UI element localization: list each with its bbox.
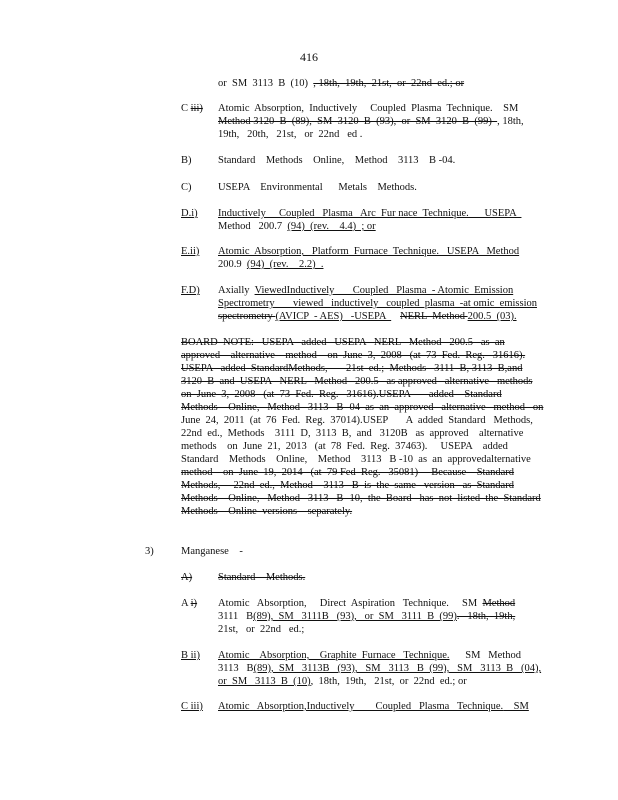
text-segment: A) bbox=[181, 572, 193, 583]
text-segment: NERL Method bbox=[400, 311, 468, 322]
text-line-b11 bbox=[181, 467, 514, 480]
text-segment: Methods Online, Method 3113 B -10, the Board has not listed the Standard bbox=[181, 493, 541, 504]
text-line-b12 bbox=[181, 480, 514, 493]
text-segment: Standard Methods Online, Method 3113 B -10 as an approvedalternative bbox=[181, 454, 531, 465]
text-line-m05 bbox=[218, 650, 521, 663]
text-segment: (89), SM 3111B (93), or SM 3111 B (99) bbox=[253, 611, 457, 622]
text-segment: SM bbox=[503, 701, 529, 712]
text-segment: , 18th, 19th, 21st, or 22nd ed.; or bbox=[313, 78, 465, 89]
text-line-m06 bbox=[218, 663, 541, 676]
text-line-b01 bbox=[181, 337, 505, 350]
text-segment: SM Method bbox=[449, 650, 521, 661]
text-segment: Atomic Absorption,Inductively Coupled Plasma Technique. bbox=[218, 701, 504, 712]
text-segment: or SM 3113 B (10) bbox=[218, 676, 311, 687]
text-line-l04 bbox=[218, 155, 455, 168]
text-segment: Methods, 22nd ed., Method 3113 B is the same version as Standard bbox=[181, 480, 514, 491]
text-segment: Methods Online, Method 3113 B -04 as an approved alternative method on bbox=[181, 402, 544, 413]
text-line-c_iii_label bbox=[181, 103, 203, 116]
text-segment: C iii) bbox=[181, 701, 203, 712]
text-segment: 22nd ed., Methods 3111 D, 3113 B, and 3120B as approved alternative bbox=[181, 428, 524, 439]
text-segment: Manganese - bbox=[181, 546, 243, 557]
text-line-b05 bbox=[181, 389, 502, 402]
text-line-b07 bbox=[181, 415, 533, 428]
text-segment: Atomic Absorption, Inductively Coupled Plasma Technique. SM bbox=[218, 103, 524, 114]
text-line-l06 bbox=[218, 208, 521, 221]
text-line-m02 bbox=[218, 598, 515, 611]
text-segment: spectrometry bbox=[218, 311, 276, 322]
text-line-c_label bbox=[181, 182, 192, 195]
text-line-b04 bbox=[181, 376, 533, 389]
text-segment: or SM 3113 B (10) bbox=[218, 78, 314, 89]
text-line-b13 bbox=[181, 493, 541, 506]
text-line-m01 bbox=[218, 572, 305, 585]
text-segment: methods on June 21, 2013 (at 78 Fed. Reg. 37463). USEPA added bbox=[181, 441, 508, 452]
text-line-m_bii_label bbox=[181, 650, 200, 663]
text-line-l02 bbox=[218, 103, 524, 116]
text-segment: , 18th, bbox=[497, 116, 527, 127]
text-segment: Spectrometry viewed inductively coupled plasma -at omic emission bbox=[218, 298, 538, 309]
text-line-m07 bbox=[218, 676, 467, 689]
text-segment: , 18th, 19th, 21st, or 22nd ed.; or bbox=[310, 676, 467, 687]
text-segment: (94) bbox=[246, 259, 265, 270]
text-line-m_ciii_label bbox=[181, 701, 203, 714]
text-line-e_label bbox=[181, 246, 199, 259]
text-segment: 3120 B (89), SM 3120 B (93), or SM 3120 B (99) bbox=[253, 116, 498, 127]
text-segment: 200.9 bbox=[218, 259, 247, 270]
text-line-l08 bbox=[218, 246, 519, 259]
text-segment: 3) bbox=[145, 546, 154, 557]
text-line-m08 bbox=[218, 701, 529, 714]
text-segment: June 24, 2011 (at 76 Fed. Reg. 37014).USEP A added Standard Methods, bbox=[181, 415, 533, 426]
text-segment: USEPA added StandardMethods, 21st ed.; Methods 3111 B, 3113 B,and bbox=[181, 363, 523, 374]
text-segment: Axially bbox=[218, 285, 255, 296]
text-segment: i) bbox=[190, 598, 198, 609]
text-segment: (rev. 4.4) ; or bbox=[304, 221, 376, 232]
text-line-l11 bbox=[218, 298, 537, 311]
text-line-l10 bbox=[218, 285, 513, 298]
text-segment: C bbox=[181, 103, 191, 114]
text-segment: Method bbox=[482, 598, 516, 609]
text-line-l03 bbox=[218, 116, 526, 129]
text-segment: Method bbox=[218, 116, 254, 127]
text-line-b02 bbox=[181, 350, 525, 363]
text-line-sec_num bbox=[145, 546, 154, 559]
text-segment: 3113 B bbox=[218, 663, 254, 674]
text-line-b_label bbox=[181, 155, 192, 168]
text-segment: ViewedInductively Coupled Plasma - Atomic Emission bbox=[254, 285, 514, 296]
text-segment: approved alternative method on June 3, 2008 (at 73 Fed. Reg. 31616). bbox=[181, 350, 526, 361]
text-segment: on June 3, 2008 (at 73 Fed. Reg. 31616).USEPA added Standard bbox=[181, 389, 502, 400]
text-line-m_ai_label bbox=[181, 598, 197, 611]
text-segment: (AVICP - AES) -USEPA bbox=[275, 311, 392, 322]
text-segment: (rev. 2.2) . bbox=[264, 259, 324, 270]
text-line-l07 bbox=[218, 221, 376, 234]
text-segment: 21st, or 22nd ed.; bbox=[218, 624, 305, 635]
text-line-m04 bbox=[218, 624, 304, 637]
text-line-l01 bbox=[218, 78, 464, 91]
text-segment: 19th, 20th, 21st, or 22nd ed . bbox=[218, 129, 363, 140]
text-line-sec_title bbox=[181, 546, 243, 559]
text-segment: . 18th, 19th, bbox=[456, 611, 516, 622]
text-segment: iii) bbox=[190, 103, 203, 114]
text-segment: . bbox=[513, 311, 517, 322]
text-line-l09 bbox=[218, 259, 323, 272]
text-segment: Standard Methods. bbox=[218, 572, 306, 583]
text-segment: E.ii) bbox=[181, 246, 200, 257]
text-line-l12 bbox=[218, 311, 391, 324]
text-segment: C) bbox=[181, 182, 192, 193]
text-segment: 3111 B bbox=[218, 611, 254, 622]
text-line-b06 bbox=[181, 402, 543, 415]
text-segment: A bbox=[181, 598, 191, 609]
text-segment: BOARD NOTE: USEPA added USEPA NERL Method 200.5 as an bbox=[181, 337, 505, 348]
text-line-b09 bbox=[181, 441, 508, 454]
text-line-b14 bbox=[181, 506, 352, 519]
text-line-b03 bbox=[181, 363, 522, 376]
text-line-l05 bbox=[218, 182, 417, 195]
text-segment: Atomic Absorption, Direct Aspiration Technique. SM bbox=[218, 598, 483, 609]
text-segment: USEPA Environmental Metals Methods. bbox=[218, 182, 417, 193]
text-line-b10 bbox=[181, 454, 531, 467]
text-segment: Inductively Coupled Plasma Arc Fur nace Technique. USEPA bbox=[218, 208, 522, 219]
text-line-m_a_label bbox=[181, 572, 192, 585]
text-segment: Methods Online versions separately. bbox=[181, 506, 353, 517]
text-segment: 200.5 (03) bbox=[467, 311, 514, 322]
text-segment: Standard Methods Online, Method 3113 B -04. bbox=[218, 155, 456, 166]
text-segment: Atomic Absorption, Platform Furnace Technique. USEPA Method bbox=[218, 246, 520, 257]
text-segment: B) bbox=[181, 155, 192, 166]
text-segment: F.D) bbox=[181, 285, 200, 296]
text-segment: B ii) bbox=[181, 650, 200, 661]
text-segment: method on June 19, 2014 (at 79 Fed Reg. 35081) Because Standard bbox=[181, 467, 515, 478]
text-line-l03b bbox=[218, 129, 362, 142]
text-segment: D.i) bbox=[181, 208, 198, 219]
text-line-m03 bbox=[218, 611, 515, 624]
page-number: 416 bbox=[300, 50, 318, 64]
text-line-b08 bbox=[181, 428, 523, 441]
text-segment: 3120 B and USEPA NERL Method 200.5 as approved alternative methods bbox=[181, 376, 533, 387]
text-segment: (94) bbox=[287, 221, 305, 232]
text-segment: Atomic Absorption, Graphite Furnace Technique. bbox=[218, 650, 450, 661]
text-line-f_label bbox=[181, 285, 200, 298]
text-segment: (89), SM 3113B (93), SM 3113 B (99), SM 3113 B (04), bbox=[253, 663, 542, 674]
text-segment: Method 200.7 bbox=[218, 221, 288, 232]
text-line-d_label bbox=[181, 208, 198, 221]
text-line-l12b bbox=[400, 311, 517, 324]
